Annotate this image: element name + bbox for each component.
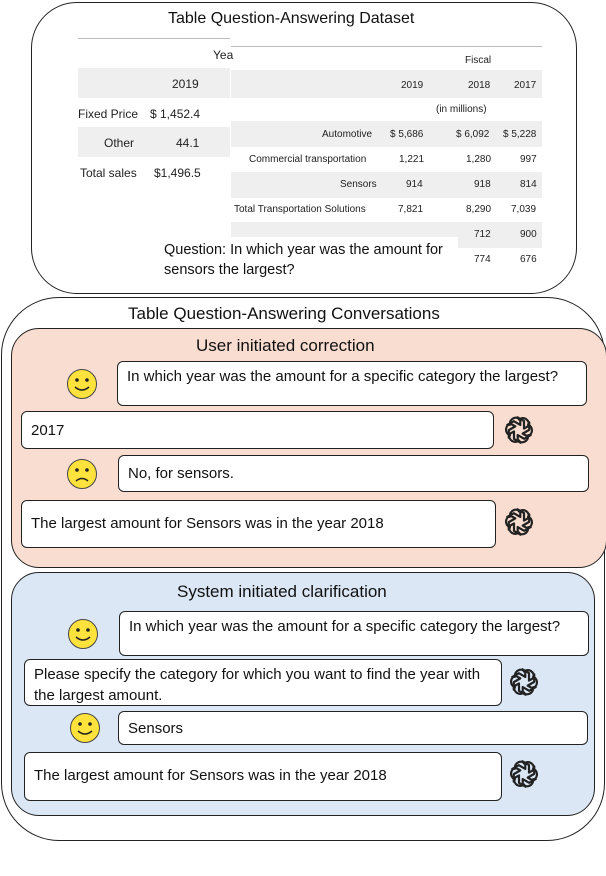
right-table-cell: 1,221	[399, 154, 425, 165]
openai-logo-icon	[506, 756, 542, 792]
system-clarification-title: System initiated clarification	[177, 582, 387, 601]
left-table-row-value: $1,496.5	[154, 166, 201, 180]
right-table-cell: 997	[520, 154, 537, 165]
right-table-fiscal: Fiscal	[465, 55, 492, 66]
smiley-happy-icon	[66, 368, 98, 400]
system-message: The largest amount for Sensors was in the year 2018	[24, 752, 502, 801]
right-table-cell: 8,290	[466, 204, 492, 215]
right-table-cell: 774	[474, 254, 491, 265]
left-table-row-value: $ 1,452.4	[150, 107, 201, 121]
system-message: The largest amount for Sensors was in the year 2018	[21, 500, 496, 548]
right-table-year: 2018	[468, 80, 491, 91]
right-table-cell: 676	[520, 254, 537, 265]
right-table-cell: $ 5,228	[503, 129, 537, 140]
smiley-happy-icon	[67, 618, 99, 650]
right-table-cell: 7,821	[398, 204, 424, 215]
right-table-cell: 7,039	[511, 204, 537, 215]
right-table-cell: 1,280	[466, 154, 492, 165]
openai-logo-icon	[506, 664, 542, 700]
right-table-cell: 712	[474, 229, 491, 240]
right-table-row-label: Sensors	[340, 179, 377, 190]
smiley-happy-icon	[69, 712, 101, 744]
right-table-row-label: Automotive	[322, 129, 373, 140]
dataset-title: Table Question-Answering Dataset	[168, 10, 415, 27]
left-table-year-row	[78, 68, 230, 98]
openai-logo-icon	[501, 412, 537, 448]
right-table-cell: 918	[474, 179, 491, 190]
system-message: 2017	[21, 411, 494, 449]
smiley-sad-icon	[66, 458, 98, 490]
right-table-year-row	[231, 70, 542, 98]
right-table-year: 2019	[401, 80, 424, 91]
right-table-unit: (in millions)	[436, 104, 487, 115]
openai-logo-icon	[501, 504, 537, 540]
left-table-row-value: 44.1	[176, 136, 200, 150]
right-table-top-rule	[231, 46, 542, 47]
user-correction-title: User initiated correction	[196, 336, 375, 355]
right-table-shaded-row	[231, 172, 542, 198]
dataset-question: Question: In which year was the amount for sensors the largest?	[160, 237, 458, 283]
right-table-cell: $ 6,092	[456, 129, 490, 140]
right-table-year: 2017	[514, 80, 537, 91]
right-table-row-label: Total Transportation Solutions	[234, 204, 366, 215]
user-message: No, for sensors.	[118, 455, 589, 492]
left-table-row-label: Total sales	[80, 166, 137, 180]
system-message: Please specify the category for which you want to find the year with the largest amount.	[24, 659, 502, 706]
left-table-row-label: Fixed Price	[78, 107, 139, 121]
user-message: In which year was the amount for a specific category the largest?	[119, 611, 589, 656]
left-table-year: 2019	[172, 77, 199, 91]
user-message: In which year was the amount for a specific category the largest?	[117, 361, 587, 406]
right-table-row-label: Commercial transportation	[249, 154, 367, 165]
right-table-cell: $ 5,686	[390, 129, 424, 140]
left-table-row-label: Other	[104, 136, 135, 150]
left-table-header-fragment: Yea	[213, 48, 234, 62]
conversations-title: Table Question-Answering Conversations	[128, 304, 440, 323]
right-table-cell: 914	[406, 179, 423, 190]
right-table-shaded-row	[231, 121, 542, 147]
right-table-cell: 814	[520, 179, 537, 190]
user-message: Sensors	[118, 711, 588, 745]
left-table-shaded-row	[78, 127, 230, 157]
right-table-cell: 900	[520, 229, 537, 240]
left-table-top-rule	[78, 38, 230, 39]
